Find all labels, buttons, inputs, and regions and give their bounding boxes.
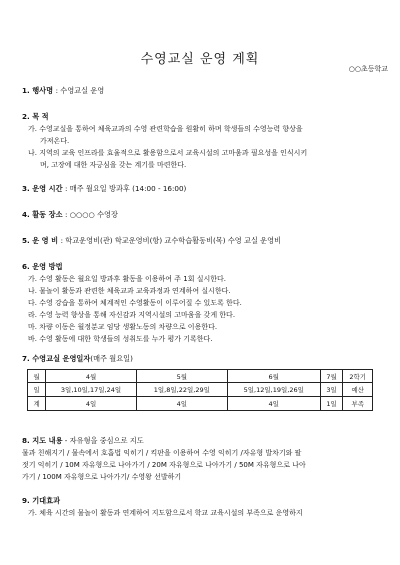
table-header-cell: 월 [28,370,46,383]
table-cell: 4일 [136,397,227,411]
table-cell: 부족 [343,397,373,411]
section-1-heading: 1. 행사명 [22,86,54,95]
section-8-note: - 자유형을 중심으로 지도 [62,436,144,445]
section-4-value: : ○○○○ 수영장 [65,210,118,219]
table-header-cell: 6월 [227,370,320,383]
table-header-cell: 4월 [46,370,137,383]
table-row [28,383,373,397]
section-7 [22,354,133,364]
section-9-heading: 9. 기대효과 [22,496,61,505]
section-6-line: 라. 수영 능력 향상을 통해 자신감과 지역시설의 고마움을 갖게 한다. [28,311,236,319]
document-title: 수영교실 운영 계획 [140,52,260,67]
table-cell: 예산 [343,383,373,397]
table-cell: 4일 [227,397,320,411]
section-5-heading: 5. 운 영 비 [22,236,59,245]
section-6-heading: 6. 운영 방법 [22,262,63,271]
section-3-heading: 3. 운영 시간 [22,184,63,193]
section-6-line: 다. 수영 강습을 통하여 체계적인 수영활동이 이루어질 수 있도록 한다. [28,299,242,307]
table-cell: 1일 [320,397,343,411]
section-9-line: 가. 체육 시간의 물놀이 활동과 연계하여 지도함으로서 학교 교육시설의 부족으로 운영하지 [28,509,303,517]
section-8 [22,436,144,446]
section-2-line: 가져온다. [40,137,70,145]
section-6-line: 마. 차량 이동은 월정분교 임당 생활노동의 차량으로 이용한다. [28,323,218,331]
section-8-heading: 8. 지도 내용 [22,436,63,445]
section-2-heading: 2. 목 적 [22,112,49,121]
section-2-line: 가. 수영교실을 통하여 체육교과의 수영 관련학습을 원활히 하며 학생들의 수영능력 향상을 [28,125,303,133]
section-7-heading: 7. 수영교실 운영일자 [22,354,91,363]
table-header-cell: 2학기 [343,370,373,383]
section-2-line: 며, 고장에 대한 자긍심을 갖는 계기를 마련한다. [40,161,187,169]
table-cell: 계 [28,397,46,411]
table-cell: 4일 [46,397,137,411]
section-7-note: (매주 월요일) [90,354,133,363]
table-cell: 3일 [320,383,343,397]
section-3 [22,184,186,194]
section-6-line: 나. 물놀이 활동과 관련한 체육교과 교육과정과 연계하여 실시한다. [28,287,231,295]
section-5-value: : 학교운영비(관) 학교운영비(항) 교수학습활동비(목) 수영 교실 운영비 [60,236,282,245]
section-4 [22,210,118,220]
table-header-cell: 5월 [136,370,227,383]
table-header-cell: 7월 [320,370,343,383]
section-1 [22,86,104,96]
section-6-line: 가. 수영 활동은 월요일 방과후 활동을 이용하여 주 1회 실시한다. [28,275,226,283]
section-8-line: 물과 친해지기 / 물속에서 호흡법 익히기 / 킥판을 이용하여 수영 익히기 /자유형 발차기와 팔 [22,449,302,457]
section-2-line: 나. 지역의 교육 인프라를 효율적으로 활용함으로서 교육시설의 고마움과 필요성을 인식시키 [28,149,308,157]
table-cell: 일 [28,383,46,397]
table-cell: 3일,10일,17일,24일 [46,383,137,397]
table-row [28,397,373,411]
table-cell: 5일,12일,19일,26일 [227,383,320,397]
section-3-value: : 매주 월요일 방과후 (14:00 - 16:00) [65,184,187,193]
section-8-line: 젓기 익히기 / 10M 자유형으로 나아가기 / 20M 자유형으로 나아가기 / 50M 자유형으로 나아 [22,461,306,469]
section-4-heading: 4. 활동 장소 [22,210,63,219]
section-8-line: 가기 / 100M 자유형으로 나아가기/ 수영왕 선발하기 [22,473,182,481]
section-1-value: : 수영교실 운영 [55,86,105,95]
table-cell: 1일,8일,22일,29일 [136,383,227,397]
table-header-row [28,370,373,383]
school-name: ○○초등학교 [348,65,388,73]
section-5 [22,236,281,246]
schedule-table [27,369,373,411]
section-6-line: 바. 수영 활동에 대한 학생들의 성취도를 누가 평가 기록한다. [28,335,213,343]
